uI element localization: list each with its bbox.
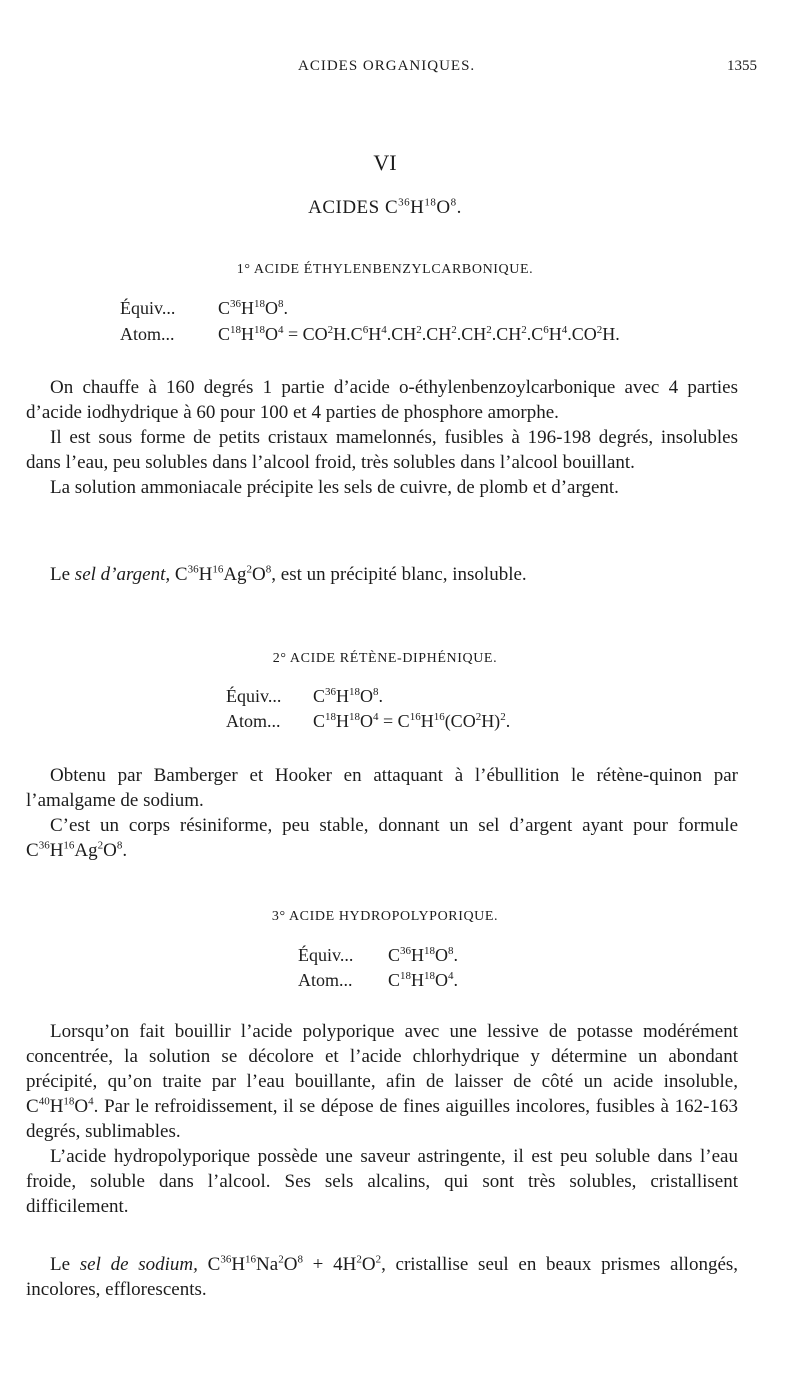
atom-formula: $C^{18}H^{18}O^4$. xyxy=(388,970,459,990)
acid-1-equiv xyxy=(120,298,289,319)
running-title: ACIDES ORGANIQUES. xyxy=(298,58,476,74)
atom-formula: $C^{18}H^{18}O^4 = C^{16}H^{16}(CO^2H)^2$. xyxy=(313,711,511,731)
atom-label: Atom... xyxy=(298,970,353,990)
acid-2-heading: 2° ACIDE RÉTÈNE-DIPHÉNIQUE. xyxy=(272,651,498,666)
atom-formula: $C^{18}H^{18}O^4 = CO^2H.C^6H^4.CH^2.CH^2.CH^2.CH^2.C^6H^4.CO^2H$. xyxy=(218,324,620,344)
paragraph: Lorsqu’on fait bouillir l’acide polyporique avec une lessive de potasse modérément concentrée, la solution se décolore et l’acide chlorhydrique y détermine un abondant précipité, qu’on traite par l’eau bouillante, afin de laisser de côté un acide insoluble, $C^{40}H^{18}O^4$. Par le refroidissement, il se dépose de fines aiguilles incolores, fusibles à 162-163 degrés, sublimables. xyxy=(26,1021,738,1142)
acid-3-text xyxy=(26,1019,738,1219)
acid-2-equiv xyxy=(226,686,384,707)
salt-name: sel d’argent, xyxy=(74,564,171,585)
acid-3-atom xyxy=(298,970,459,991)
paragraph: L’acide hydropolyporique possède une saveur astringente, il est peu soluble dans l’eau froide, soluble dans l’alcool. Ses sels alcalins, qui sont très solubles, cristallisent difficilement. xyxy=(26,1146,738,1217)
paragraph: Le sel de sodium, $C^{36}H^{16}Na^2O^8 + 4H^2O^2$, cristallise seul en beaux prismes allongés, incolores, efflorescents. xyxy=(26,1253,739,1300)
equiv-formula: $C^{36}H^{18}O^8$. xyxy=(388,945,459,965)
atom-label: Atom... xyxy=(226,711,281,731)
acid-2-text xyxy=(26,763,738,863)
running-head xyxy=(0,58,800,82)
equiv-label: Équiv... xyxy=(298,945,354,965)
acid-1-salt xyxy=(26,562,738,587)
page-number: 1355 xyxy=(727,58,757,74)
acid-1-text xyxy=(26,375,738,500)
section-title: ACIDES $C^{36}H^{18}O^8$. xyxy=(308,196,462,218)
paragraph: La solution ammoniacale précipite les sels de cuivre, de plomb et d’argent. xyxy=(50,477,619,498)
paragraph: Il est sous forme de petits cristaux mamelonnés, fusibles à 196-198 degrés, insolubles dans l’eau, peu solubles dans l’alcool froid, très solubles dans l’alcool bouillant. xyxy=(26,427,738,473)
equiv-formula: $C^{36}H^{18}O^8$. xyxy=(313,686,384,706)
paragraph: Le sel d’argent, $C^{36}H^{16}Ag^2O^8$, est un précipité blanc, insoluble. xyxy=(50,563,527,585)
paragraph: Obtenu par Bamberger et Hooker en attaquant à l’ébullition le rétène-quinon par l’amalgame de sodium. xyxy=(26,765,738,811)
equiv-formula: $C^{36}H^{18}O^8$. xyxy=(218,298,289,318)
acid-3-salt xyxy=(26,1252,738,1302)
paragraph: On chauffe à 160 degrés 1 partie d’acide o-éthylenbenzoylcarbonique avec 4 parties d’acide iodhydrique à 60 pour 100 et 4 parties de phosphore amorphe. xyxy=(26,377,738,423)
acid-2-atom xyxy=(226,711,511,732)
equiv-label: Équiv... xyxy=(120,298,176,318)
acid-3-heading: 3° ACIDE HYDROPOLYPORIQUE. xyxy=(271,909,499,924)
paragraph: C’est un corps résiniforme, peu stable, donnant un sel d’argent ayant pour formule $C^{36}H^{16}Ag^2O^8$. xyxy=(26,815,738,861)
section-number: VI xyxy=(373,150,397,175)
equiv-label: Équiv... xyxy=(226,686,282,706)
acid-1-heading: 1° ACIDE ÉTHYLENBENZYLCARBONIQUE. xyxy=(236,262,534,277)
acid-3-equiv xyxy=(298,945,459,966)
salt-name: sel de sodium, xyxy=(79,1254,198,1275)
atom-label: Atom... xyxy=(120,324,175,344)
acid-1-atom xyxy=(120,324,620,345)
